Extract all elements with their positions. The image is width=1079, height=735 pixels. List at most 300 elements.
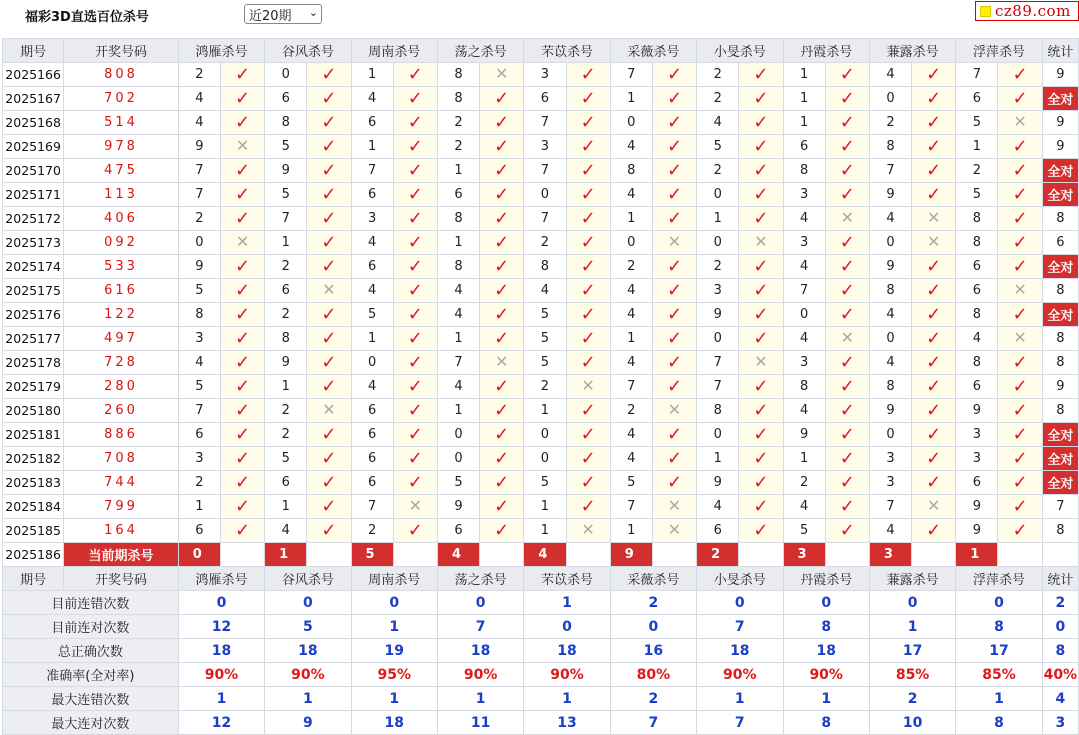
result-mark-cell [393, 231, 437, 255]
kill-number-cell: 0 [351, 351, 393, 375]
result-mark-cell [480, 87, 524, 111]
result-mark-cell [998, 183, 1042, 207]
site-logo[interactable] [975, 1, 1079, 21]
kill-number-cell: 4 [610, 279, 652, 303]
result-mark-cell [912, 399, 956, 423]
stat-cell: 6 [1042, 231, 1078, 255]
check-icon: ✓ [1012, 255, 1028, 277]
cross-icon: ✕ [581, 520, 595, 539]
result-mark-cell [393, 279, 437, 303]
check-icon: ✓ [580, 303, 596, 325]
result-mark-cell [652, 519, 696, 543]
kill-number-cell: 7 [697, 351, 739, 375]
table-row [3, 447, 1079, 471]
check-icon: ✓ [753, 447, 769, 469]
result-mark-cell [220, 423, 264, 447]
result-mark-cell [825, 135, 869, 159]
column-header: 谷风杀号 [265, 39, 351, 63]
cross-icon: ✕ [754, 352, 768, 371]
kill-number-cell: 4 [783, 207, 825, 231]
result-mark-cell [307, 279, 351, 303]
result-mark-cell [652, 231, 696, 255]
result-mark-cell [825, 447, 869, 471]
kill-number-cell: 4 [524, 279, 566, 303]
result-mark-cell [652, 111, 696, 135]
result-mark-cell [480, 399, 524, 423]
result-mark-cell [825, 111, 869, 135]
check-icon: ✓ [1012, 135, 1028, 157]
result-mark-cell [393, 183, 437, 207]
check-icon: ✓ [666, 471, 683, 493]
draw-number-cell: 799 [64, 495, 179, 519]
summary-value: 0 [178, 591, 264, 615]
check-icon: ✓ [839, 63, 855, 85]
kill-number-cell: 2 [437, 135, 479, 159]
result-mark-cell [739, 231, 783, 255]
issue-cell: 2025172 [3, 207, 64, 231]
check-icon: ✓ [666, 159, 683, 181]
kill-number-cell: 1 [697, 207, 739, 231]
draw-number-cell: 122 [64, 303, 179, 327]
result-mark-cell [652, 327, 696, 351]
stat-cell: 8 [1042, 207, 1078, 231]
check-icon: ✓ [666, 111, 683, 133]
kill-number-cell: 8 [869, 135, 911, 159]
summary-value: 1 [869, 615, 955, 639]
result-mark-cell [480, 63, 524, 87]
kill-number-cell: 5 [524, 327, 566, 351]
kill-number-cell: 7 [610, 63, 652, 87]
summary-value: 0 [869, 591, 955, 615]
check-icon: ✓ [580, 447, 596, 469]
summary-value: 95% [351, 663, 437, 687]
check-icon: ✓ [407, 375, 423, 397]
result-mark-cell [912, 351, 956, 375]
kill-number-cell: 1 [783, 63, 825, 87]
cross-icon: ✕ [1013, 280, 1027, 299]
check-icon: ✓ [753, 207, 769, 229]
check-icon: ✓ [666, 423, 683, 445]
current-kill-number: 4 [524, 543, 566, 567]
check-icon: ✓ [407, 183, 423, 205]
result-mark-cell [220, 495, 264, 519]
check-icon: ✓ [1012, 207, 1028, 229]
kill-number-cell: 0 [524, 423, 566, 447]
result-mark-cell [307, 423, 351, 447]
current-kill-spacer [998, 543, 1042, 567]
kill-number-cell: 6 [956, 279, 998, 303]
kill-number-cell: 1 [524, 519, 566, 543]
summary-value: 85% [956, 663, 1042, 687]
check-icon: ✓ [753, 159, 769, 181]
result-mark-cell [998, 327, 1042, 351]
draw-number-cell: 808 [64, 63, 179, 87]
kill-number-cell: 4 [783, 495, 825, 519]
check-icon: ✓ [666, 87, 683, 109]
current-kill-number: 3 [869, 543, 911, 567]
table-row [3, 135, 1079, 159]
current-kill-spacer [566, 543, 610, 567]
column-header: 小旻杀号 [697, 567, 783, 591]
kill-number-cell: 8 [610, 159, 652, 183]
result-mark-cell [220, 231, 264, 255]
check-icon: ✓ [1012, 183, 1028, 205]
summary-value: 1 [697, 687, 783, 711]
result-mark-cell [307, 255, 351, 279]
kill-number-cell: 5 [610, 471, 652, 495]
check-icon: ✓ [839, 279, 855, 301]
kill-number-cell: 4 [869, 207, 911, 231]
draw-number-cell: 728 [64, 351, 179, 375]
result-mark-cell [998, 87, 1042, 111]
summary-value: 1 [178, 687, 264, 711]
kill-number-cell: 5 [178, 279, 220, 303]
current-period-row [3, 543, 1079, 567]
kill-number-cell: 6 [265, 279, 307, 303]
result-mark-cell [652, 303, 696, 327]
check-icon: ✓ [494, 519, 510, 541]
kill-number-cell: 8 [265, 327, 307, 351]
result-mark-cell [652, 207, 696, 231]
check-icon: ✓ [494, 111, 510, 133]
result-mark-cell [393, 471, 437, 495]
logo-text: cz89.com [995, 2, 1071, 20]
kill-number-cell: 2 [351, 519, 393, 543]
result-mark-cell [825, 495, 869, 519]
kill-number-cell: 1 [265, 495, 307, 519]
check-icon: ✓ [321, 351, 337, 373]
draw-number-cell: 164 [64, 519, 179, 543]
column-header: 蒹露杀号 [869, 39, 955, 63]
cross-icon: ✕ [667, 520, 682, 539]
kill-number-cell: 7 [610, 375, 652, 399]
check-icon: ✓ [666, 255, 683, 277]
result-mark-cell [912, 111, 956, 135]
result-mark-cell [998, 471, 1042, 495]
kill-number-cell: 4 [351, 87, 393, 111]
current-kill-label: 当前期杀号 [64, 543, 179, 567]
result-mark-cell [739, 279, 783, 303]
current-kill-spacer [393, 543, 437, 567]
summary-value: 0 [265, 591, 351, 615]
result-mark-cell [220, 399, 264, 423]
result-mark-cell [393, 87, 437, 111]
summary-value: 2 [610, 591, 696, 615]
check-icon: ✓ [494, 255, 510, 277]
check-icon: ✓ [321, 423, 337, 445]
kill-number-cell: 8 [956, 303, 998, 327]
summary-value: 0 [610, 615, 696, 639]
check-icon: ✓ [666, 135, 683, 157]
check-icon: ✓ [235, 87, 251, 109]
kill-number-cell: 7 [783, 279, 825, 303]
result-mark-cell [912, 135, 956, 159]
result-mark-cell [739, 423, 783, 447]
check-icon: ✓ [407, 423, 423, 445]
period-select[interactable] [244, 4, 322, 24]
stat-cell: 9 [1042, 63, 1078, 87]
current-kill-spacer [739, 543, 783, 567]
column-header: 周南杀号 [351, 39, 437, 63]
result-mark-cell [825, 63, 869, 87]
result-mark-cell [912, 447, 956, 471]
table-row [3, 375, 1079, 399]
all-correct-badge: 全对 [1042, 303, 1078, 327]
summary-value: 8 [783, 711, 869, 735]
page-title: 福彩3D直选百位杀号 [25, 10, 149, 25]
kill-number-cell: 4 [610, 423, 652, 447]
kill-number-cell: 3 [351, 207, 393, 231]
kill-number-cell: 6 [956, 471, 998, 495]
result-mark-cell [652, 159, 696, 183]
kill-number-cell: 4 [610, 303, 652, 327]
kill-number-cell: 6 [956, 255, 998, 279]
result-mark-cell [739, 399, 783, 423]
result-mark-cell [652, 423, 696, 447]
check-icon: ✓ [494, 231, 510, 253]
draw-number-cell: 092 [64, 231, 179, 255]
kill-number-cell: 8 [437, 207, 479, 231]
result-mark-cell [998, 519, 1042, 543]
kill-number-cell: 3 [869, 471, 911, 495]
kill-number-cell: 4 [437, 375, 479, 399]
kill-number-cell: 9 [956, 495, 998, 519]
kill-number-cell: 0 [178, 231, 220, 255]
draw-number-cell: 475 [64, 159, 179, 183]
kill-number-cell: 0 [869, 423, 911, 447]
check-icon: ✓ [580, 231, 596, 253]
kill-number-cell: 3 [956, 447, 998, 471]
draw-number-cell: 708 [64, 447, 179, 471]
kill-number-cell: 0 [697, 183, 739, 207]
result-mark-cell [393, 303, 437, 327]
check-icon: ✓ [753, 135, 769, 157]
kill-number-cell: 6 [351, 183, 393, 207]
summary-value: 7 [697, 711, 783, 735]
column-header: 开奖号码 [64, 39, 179, 63]
result-mark-cell [566, 423, 610, 447]
summary-value: 16 [610, 639, 696, 663]
issue-cell: 2025170 [3, 159, 64, 183]
cross-icon: ✕ [1013, 112, 1027, 131]
kill-number-cell: 0 [524, 447, 566, 471]
cross-icon: ✕ [495, 352, 509, 371]
kill-number-cell: 7 [178, 399, 220, 423]
cross-icon: ✕ [235, 232, 250, 251]
summary-value: 80% [610, 663, 696, 687]
result-mark-cell [566, 375, 610, 399]
check-icon: ✓ [407, 447, 423, 469]
column-header: 鸿雁杀号 [178, 567, 264, 591]
kill-number-cell: 9 [697, 303, 739, 327]
stat-cell: 9 [1042, 111, 1078, 135]
kill-number-cell: 5 [956, 183, 998, 207]
summary-value: 18 [524, 639, 610, 663]
issue-cell: 2025176 [3, 303, 64, 327]
check-icon: ✓ [753, 255, 769, 277]
check-icon: ✓ [321, 135, 337, 157]
result-mark-cell [307, 471, 351, 495]
kill-number-cell: 5 [697, 135, 739, 159]
check-icon: ✓ [926, 519, 942, 541]
check-icon: ✓ [926, 183, 942, 205]
summary-value: 1 [783, 687, 869, 711]
draw-number-cell: 497 [64, 327, 179, 351]
issue-cell: 2025174 [3, 255, 64, 279]
summary-label: 最大连错次数 [3, 687, 179, 711]
check-icon: ✓ [753, 471, 769, 493]
all-correct-badge: 全对 [1042, 159, 1078, 183]
check-icon: ✓ [1012, 303, 1028, 325]
kill-number-cell: 7 [524, 159, 566, 183]
summary-value: 90% [524, 663, 610, 687]
check-icon: ✓ [926, 351, 942, 373]
check-icon: ✓ [580, 159, 596, 181]
result-mark-cell [220, 135, 264, 159]
result-mark-cell [652, 351, 696, 375]
kill-number-cell: 3 [524, 63, 566, 87]
table-row [3, 255, 1079, 279]
check-icon: ✓ [321, 111, 337, 133]
result-mark-cell [393, 135, 437, 159]
result-mark-cell [307, 375, 351, 399]
kill-number-cell: 5 [178, 375, 220, 399]
kill-number-cell: 2 [869, 111, 911, 135]
kill-number-cell: 1 [437, 399, 479, 423]
result-mark-cell [825, 207, 869, 231]
kill-number-cell: 2 [697, 63, 739, 87]
current-kill-spacer [220, 543, 264, 567]
kill-number-cell: 1 [524, 399, 566, 423]
kill-number-cell: 1 [437, 327, 479, 351]
kill-number-cell: 9 [178, 135, 220, 159]
summary-value: 17 [956, 639, 1042, 663]
result-mark-cell [220, 471, 264, 495]
result-mark-cell [566, 519, 610, 543]
check-icon: ✓ [494, 303, 510, 325]
current-kill-spacer [652, 543, 696, 567]
check-icon: ✓ [580, 351, 596, 373]
result-mark-cell [220, 255, 264, 279]
check-icon: ✓ [321, 63, 337, 85]
result-mark-cell [739, 135, 783, 159]
result-mark-cell [480, 111, 524, 135]
check-icon: ✓ [839, 495, 855, 517]
check-icon: ✓ [235, 255, 251, 277]
check-icon: ✓ [926, 87, 942, 109]
kill-number-cell: 7 [178, 183, 220, 207]
kill-number-cell: 6 [697, 519, 739, 543]
check-icon: ✓ [321, 303, 337, 325]
kill-number-cell: 9 [265, 351, 307, 375]
cross-icon: ✕ [754, 232, 768, 251]
issue-cell: 2025177 [3, 327, 64, 351]
result-mark-cell [652, 135, 696, 159]
summary-value: 18 [351, 711, 437, 735]
table-row [3, 519, 1079, 543]
kill-number-cell: 2 [697, 255, 739, 279]
kill-number-cell: 6 [265, 87, 307, 111]
kill-number-cell: 1 [610, 207, 652, 231]
result-mark-cell [220, 111, 264, 135]
cross-icon: ✕ [495, 64, 509, 83]
check-icon: ✓ [235, 399, 251, 421]
result-mark-cell [393, 495, 437, 519]
draw-number-cell: 744 [64, 471, 179, 495]
result-mark-cell [307, 519, 351, 543]
kill-number-cell: 9 [869, 399, 911, 423]
kill-number-cell: 2 [956, 159, 998, 183]
kill-number-table [2, 38, 1079, 735]
kill-number-cell: 1 [351, 135, 393, 159]
result-mark-cell [739, 519, 783, 543]
check-icon: ✓ [407, 231, 423, 253]
check-icon: ✓ [839, 447, 855, 469]
result-mark-cell [912, 519, 956, 543]
result-mark-cell [393, 399, 437, 423]
kill-number-cell: 9 [437, 495, 479, 519]
summary-stat: 8 [1042, 639, 1078, 663]
summary-value: 13 [524, 711, 610, 735]
kill-number-cell: 5 [524, 303, 566, 327]
kill-number-cell: 4 [783, 327, 825, 351]
kill-number-cell: 7 [265, 207, 307, 231]
kill-number-cell: 4 [610, 447, 652, 471]
cross-icon: ✕ [840, 328, 854, 347]
result-mark-cell [566, 207, 610, 231]
summary-value: 2 [869, 687, 955, 711]
check-icon: ✓ [580, 255, 596, 277]
column-header: 小旻杀号 [697, 39, 783, 63]
result-mark-cell [912, 327, 956, 351]
summary-label: 目前连对次数 [3, 615, 179, 639]
chevron-down-icon: ⌄ [308, 6, 318, 19]
check-icon: ✓ [839, 87, 855, 109]
current-stat-empty [1042, 543, 1078, 567]
check-icon: ✓ [235, 447, 251, 469]
draw-number-cell: 978 [64, 135, 179, 159]
result-mark-cell [566, 183, 610, 207]
check-icon: ✓ [839, 135, 855, 157]
kill-number-cell: 7 [610, 495, 652, 519]
result-mark-cell [739, 375, 783, 399]
cross-icon: ✕ [667, 496, 682, 515]
kill-number-cell: 3 [869, 447, 911, 471]
result-mark-cell [480, 495, 524, 519]
check-icon: ✓ [1012, 495, 1028, 517]
stat-cell: 8 [1042, 351, 1078, 375]
kill-number-cell: 8 [783, 159, 825, 183]
summary-value: 18 [265, 639, 351, 663]
kill-number-cell: 2 [265, 399, 307, 423]
period-select-value: 近20期 [249, 8, 292, 24]
check-icon: ✓ [580, 111, 596, 133]
kill-number-cell: 4 [351, 231, 393, 255]
result-mark-cell [652, 255, 696, 279]
result-mark-cell [220, 327, 264, 351]
result-mark-cell [998, 351, 1042, 375]
check-icon: ✓ [1012, 87, 1028, 109]
result-mark-cell [652, 375, 696, 399]
table-row [3, 303, 1079, 327]
check-icon: ✓ [407, 63, 423, 85]
check-icon: ✓ [494, 87, 510, 109]
table-row [3, 495, 1079, 519]
result-mark-cell [998, 159, 1042, 183]
kill-number-cell: 8 [524, 255, 566, 279]
check-icon: ✓ [580, 423, 596, 445]
result-mark-cell [652, 471, 696, 495]
